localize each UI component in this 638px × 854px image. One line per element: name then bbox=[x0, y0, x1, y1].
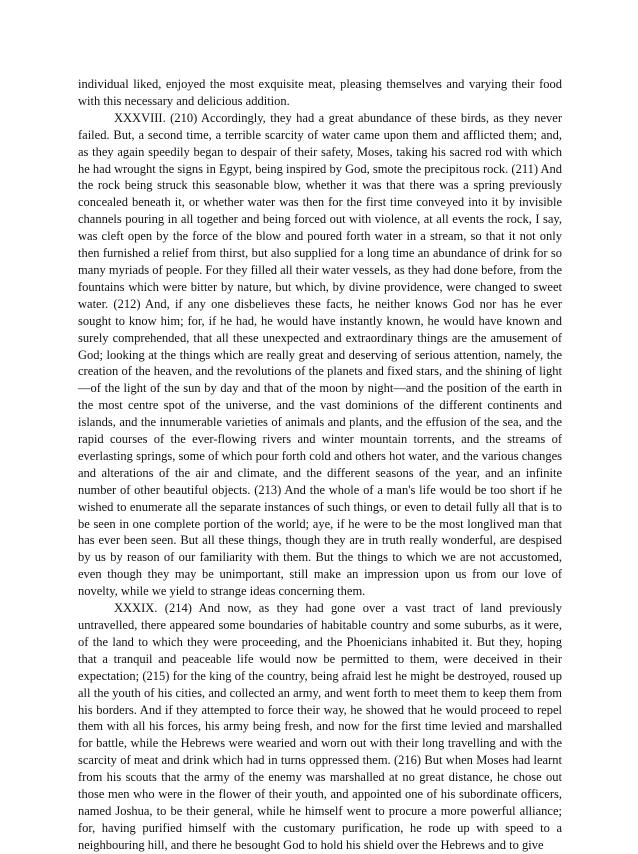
paragraph-continuation: individual liked, enjoyed the most exquisite meat, pleasing themselves and varying their food with this necessary and delicious addition. bbox=[78, 77, 562, 108]
document-page bbox=[78, 76, 562, 854]
paragraph-section-xxxviii: XXXVIII. (210) Accordingly, they had a great abundance of these birds, as they never failed. But, a second time, a terrible scarcity of water came upon them and afflicted them; and, as they again speedily began to despair of their safety, Moses, taking his sacred rod with which he had wrought the signs in Egypt, being inspired by God, smote the precipitous rock. (211) And the rock being struck this seasonable blow, whether it was that there was a spring previously concealed beneath it, or whether water was then for the first time conveyed into it by invisible channels pouring in all together and being forced out with violence, at all events the rock, I say, was cleft open by the force of the blow and poured forth water in a stream, so that it not only then furnished a relief from thirst, but also supplied for a long time an abundance of drink for so many myriads of people. For they filled all their water vessels, as they had done before, from the fountains which were bitter by nature, but which, by divine providence, were changed to sweet water. (212) And, if any one disbelieves these facts, he neither knows God nor has he ever sought to know him; for, if he had, he would have instantly known, he would have known and surely comprehended, that all these unexpected and extraordinary things are the amusement of God; looking at the things which are really great and deserving of serious attention, namely, the creation of the heaven, and the revolutions of the planets and fixed stars, and the shining of light—of the light of the sun by day and that of the moon by night—and the position of the earth in the most centre spot of the universe, and the vast dominions of the different continents and islands, and the innumerable varieties of animals and plants, and the effusion of the sea, and the rapid courses of the ever-flowing rivers and winter mountain torrents, and the streams of everlasting springs, some of which pour forth cold and others hot water, and the various changes and alterations of the air and climate, and the different seasons of the year, and an infinite number of other beautiful objects. (213) And the whole of a man's life would be too short if he wished to enumerate all the separate instances of such things, or even to detail fully all that is to be seen in one complete portion of the world; aye, if he were to be the most longlived man that has ever been seen. But all these things, though they are in truth really wonderful, are despised by us by reason of our familiarity with them. But the things to which we are not accustomed, even though they may be unimportant, still make an impression upon us from our love of novelty, while we yield to strange ideas concerning them. bbox=[78, 110, 562, 599]
paragraph-section-xxxix: XXXIX. (214) And now, as they had gone over a vast tract of land previously untravelled, there appeared some boundaries of habitable country and some suburbs, as it were, of the land to which they were proceeding, and the Phoenicians inhabited it. But they, hoping that a tranquil and peaceable life would now be permitted to them, were deceived in their expectation; (215) for the king of the country, being afraid lest he might be destroyed, roused up all the youth of his cities, and collected an army, and went forth to meet them to keep them from his borders. And if they attempted to force their way, he showed that he would proceed to repel them with all his forces, his army being fresh, and now for the first time levied and marshalled for battle, while the Hebrews were wearied and worn out with their long travelling and with the scarcity of meat and drink which had in turns oppressed them. (216) But when Moses had learnt from his scouts that the army of the enemy was marshalled at no great distance, he chose out those men who were in the flower of their youth, and appointed one of his subordinate officers, named Joshua, to be their general, while he himself went to procure a more powerful alliance; for, having purified himself with the customary purification, he rode up with speed to a neighbouring hill, and there he besought God to hold his shield over the Hebrews and to give bbox=[78, 601, 562, 852]
